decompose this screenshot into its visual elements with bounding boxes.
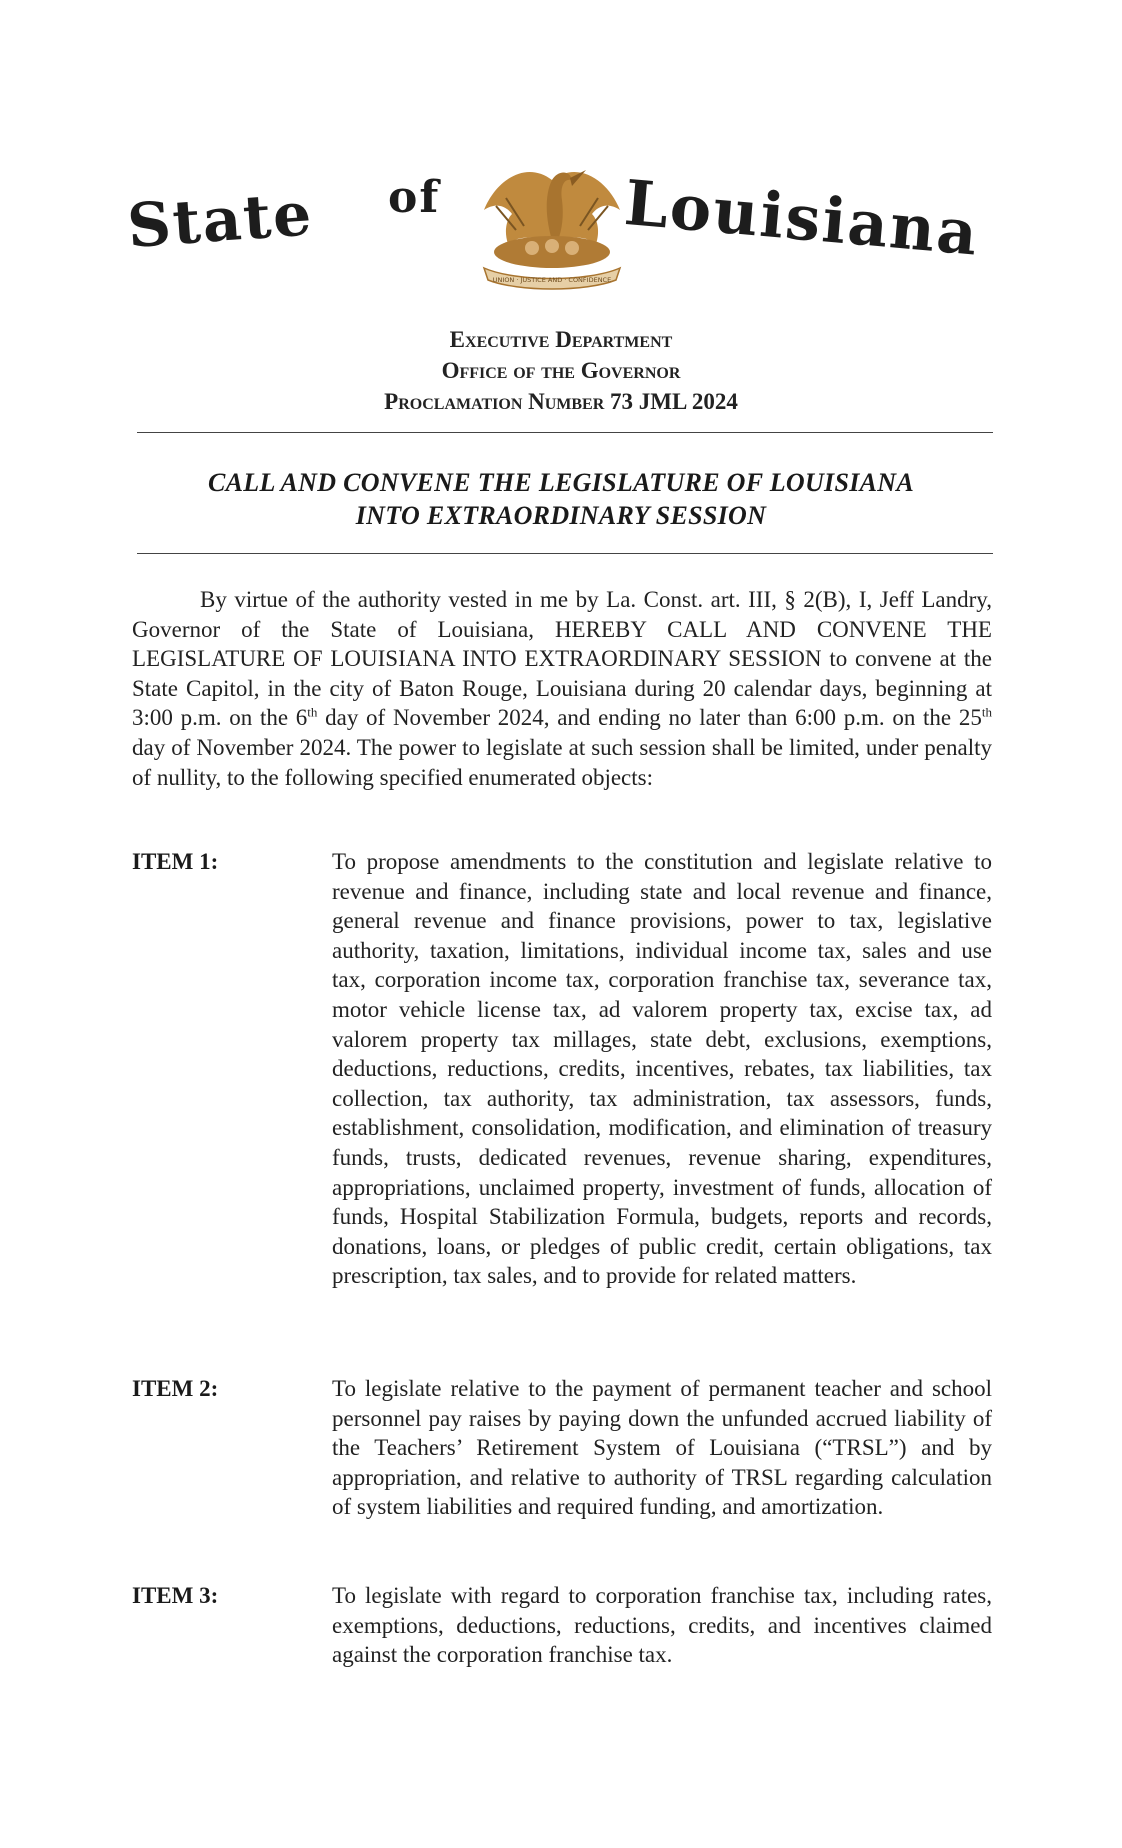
office-name: Office of the Governor [441, 358, 681, 383]
pelican-seal-icon [466, 140, 638, 290]
item-text: To legislate relative to the payment of permanent teacher and school personnel pay raises by paying down the unfunded accrued liability of the Teachers’ Retirement System of Louisiana (“TRSL”) and by appropriation, and relative to authority of TRSL regarding calculation of system liabilities and required funding, and amortization. [332, 1376, 992, 1520]
item-text: To propose amendments to the constitution and legislate relative to revenue and finance, including state and local revenue and finance, general revenue and finance provisions, power to tax, legislative authority, taxation, limitations, individual income tax, sales and use tax, corporation income tax, corporation franchise tax, severance tax, motor vehicle license tax, ad valorem property tax, excise tax, ad valorem property tax millages, state debt, exclusions, exemptions, deductions, reductions, credits, incentives, rebates, tax liabilities, tax collection, tax authority, tax administration, tax assessors, funds, establishment, consolidation, modification, and elimination of treasury funds, trusts, dedicated revenues, revenue sharing, expenditures, appropriations, unclaimed property, investment of funds, allocation of funds, Hospital Stabilization Formula, budgets, reports and records, donations, loans, or pledges of public credit, certain obligations, tax prescription, tax sales, and to provide for related matters. [332, 849, 992, 1289]
letterhead-of-word: of [388, 172, 441, 223]
letterhead-state-word: State [125, 179, 316, 262]
item-text: To legislate with regard to corporation franchise tax, including rates, exemptions, deductions, reductions, credits, and incentives claimed against the corporation franchise tax. [332, 1583, 992, 1668]
intro-paragraph: By virtue of the authority vested in me by La. Const. art. III, § 2(B), I, Jeff Landry, Governor of the State of Louisiana, HEREBY CALL AND CONVENE THE LEGISLATURE OF LOUISIANA INTO EXTRAORDINARY SESSION to convene at the State Capitol, in the city of Baton Rouge, Louisiana during 20 calendar days, beginning at 3:00 p.m. on the 6th day of November 2024, and ending no later than 6:00 p.m. on the 25th day of November 2024. The power to legislate at such session shall be limited, under penalty of nullity, to the following specified enumerated objects: [132, 587, 992, 790]
ordinal-suffix: th [981, 704, 992, 720]
title-line-2: INTO EXTRAORDINARY SESSION [355, 501, 767, 530]
proclamation-number: Proclamation Number 73 JML 2024 [384, 389, 738, 414]
divider-bottom [137, 553, 993, 554]
state-letterhead [125, 140, 1000, 300]
letterhead-louisiana-word: Louisiana [621, 166, 983, 270]
department-header [0, 324, 1122, 417]
divider-top [137, 432, 993, 433]
proclamation-title [0, 466, 1122, 532]
item-label: ITEM 3: [132, 1583, 219, 1608]
item-label: ITEM 2: [132, 1376, 219, 1401]
title-line-1: CALL AND CONVENE THE LEGISLATURE OF LOUISIANA [207, 468, 914, 497]
ordinal-suffix: th [307, 704, 318, 720]
svg-text:UNION · JUSTICE AND · CONFIDEN: UNION · JUSTICE AND · CONFIDENCE [492, 276, 612, 284]
item-label: ITEM 1: [132, 849, 219, 874]
department-name: Executive Department [449, 327, 673, 352]
